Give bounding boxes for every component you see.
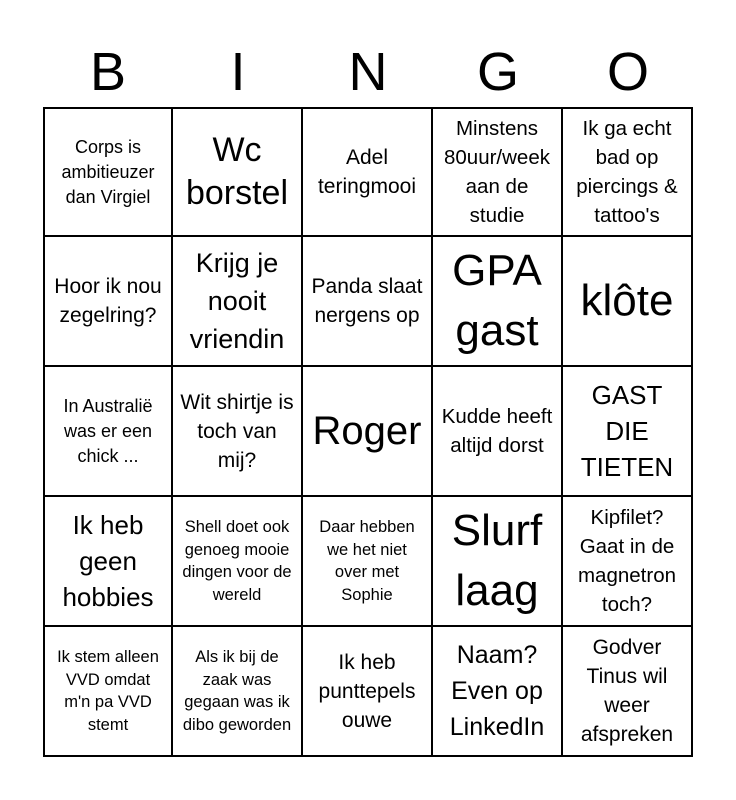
cell-text: In Australië was er een chick ... xyxy=(63,395,153,466)
cell-text: Roger xyxy=(312,409,422,453)
bingo-cell[interactable] xyxy=(303,107,433,237)
cell-text: Hoor ik nou zegelring? xyxy=(54,275,162,327)
header-letter-g: G xyxy=(476,42,519,102)
cell-text: Adel teringmooi xyxy=(317,146,417,198)
cell-text: Minstens 80uur/week aan de studie xyxy=(444,117,550,227)
bingo-cell[interactable] xyxy=(173,107,303,237)
bingo-cell[interactable] xyxy=(433,107,563,237)
cell-text: Kipfilet? Gaat in de magnetron toch? xyxy=(577,506,676,616)
bingo-header xyxy=(43,40,693,104)
cell-text: Kudde heeft altijd dorst xyxy=(441,405,553,457)
bingo-cell[interactable] xyxy=(173,497,303,627)
bingo-cell[interactable] xyxy=(173,237,303,367)
bingo-cell[interactable] xyxy=(303,497,433,627)
cell-text: Krijg je nooit vriendin xyxy=(189,248,285,354)
cell-text: Shell doet ook genoeg mooie dingen voor de wereld xyxy=(182,518,292,604)
header-letter-i: I xyxy=(230,42,246,102)
bingo-cell[interactable] xyxy=(433,237,563,367)
bingo-cell[interactable] xyxy=(43,627,173,757)
header-letter-b: B xyxy=(89,42,127,102)
cell-text: Ik heb punttepels ouwe xyxy=(318,650,416,732)
cell-text: klôte xyxy=(580,276,674,325)
cell-text: Slurf laag xyxy=(451,506,543,615)
cell-text: Naam? Even op LinkedIn xyxy=(449,641,545,741)
bingo-cell[interactable] xyxy=(563,627,693,757)
bingo-cell[interactable] xyxy=(433,497,563,627)
bingo-cell[interactable] xyxy=(433,367,563,497)
bingo-cell[interactable] xyxy=(433,627,563,757)
cell-text: GAST DIE TIETEN xyxy=(580,380,674,482)
bingo-cell[interactable] xyxy=(43,497,173,627)
bingo-cell[interactable] xyxy=(43,367,173,497)
cell-text: Corps is ambitieuzer dan Virgiel xyxy=(61,136,155,207)
bingo-cell[interactable] xyxy=(303,627,433,757)
cell-text: Ik heb geen hobbies xyxy=(62,510,154,612)
bingo-cell[interactable] xyxy=(563,237,693,367)
cell-text: Wc borstel xyxy=(185,131,289,212)
bingo-cell[interactable] xyxy=(43,237,173,367)
bingo-cell[interactable] xyxy=(43,107,173,237)
bingo-cell[interactable] xyxy=(303,237,433,367)
bingo-cell[interactable] xyxy=(173,627,303,757)
bingo-cell[interactable] xyxy=(563,497,693,627)
cell-text: Als ik bij de zaak was gegaan was ik dibo geworden xyxy=(182,648,292,734)
bingo-cell[interactable] xyxy=(173,367,303,497)
cell-text: Daar hebben we het niet over met Sophie xyxy=(319,518,415,604)
cell-text: Panda slaat nergens op xyxy=(311,275,423,327)
bingo-cell[interactable] xyxy=(563,367,693,497)
header-letter-o: O xyxy=(606,42,649,102)
cell-text: GPA gast xyxy=(452,246,542,355)
bingo-board xyxy=(43,107,693,757)
cell-text: Ik stem alleen VVD omdat m'n pa VVD stemt xyxy=(57,648,159,734)
cell-text: Wit shirtje is toch van mij? xyxy=(180,390,294,472)
cell-text: Godver Tinus wil weer afspreken xyxy=(580,636,674,746)
header-letter-n: N xyxy=(348,42,388,102)
cell-text: Ik ga echt bad op piercings & tattoo's xyxy=(576,117,678,227)
bingo-cell[interactable] xyxy=(303,367,433,497)
bingo-cell[interactable] xyxy=(563,107,693,237)
